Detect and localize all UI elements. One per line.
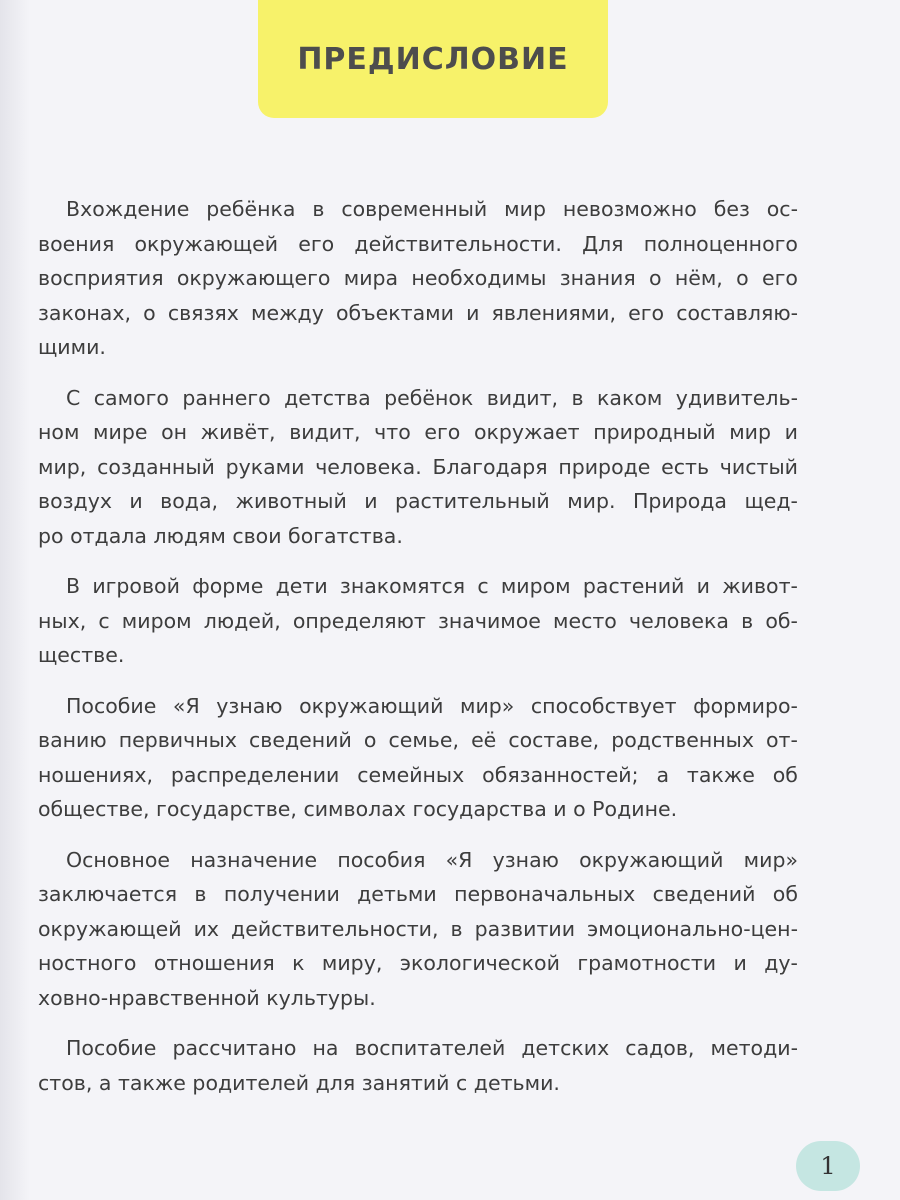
paragraph-line: Пособие «Я узнаю окружающий мир» способствует формиро- bbox=[66, 693, 798, 718]
paragraph-line: Основное назначение пособия «Я узнаю окружающий мир» bbox=[66, 847, 798, 872]
paragraph-line: стов, а также родителей для занятий с детьми. bbox=[38, 1070, 560, 1095]
page-number: 1 bbox=[820, 1152, 836, 1180]
paragraph-line: ношениях, распределении семейных обязанностей; а также об bbox=[38, 762, 798, 787]
paragraph-line: обществе, государстве, символах государства и о Родине. bbox=[38, 797, 678, 821]
paragraph-line: Вхождение ребёнка в современный мир невозможно без ос- bbox=[66, 197, 798, 221]
paragraph-line: ном мире он живёт, видит, что его окружает природный мир и bbox=[38, 420, 798, 444]
paragraph bbox=[38, 1031, 798, 1100]
paragraph-line: мир, созданный руками человека. Благодаря природе есть чистый bbox=[38, 454, 798, 479]
paragraph-line: ществе. bbox=[38, 643, 125, 667]
paragraph bbox=[38, 192, 798, 365]
paragraph-line: ванию первичных сведений о семье, её составе, родственных от- bbox=[38, 728, 798, 752]
paragraph bbox=[38, 843, 798, 1016]
page-number-badge bbox=[796, 1141, 860, 1191]
body-text bbox=[38, 192, 798, 1116]
paragraph-line: С самого раннего детства ребёнок видит, в каком удивитель- bbox=[66, 385, 798, 410]
paragraph-line: ховно-нравственной культуры. bbox=[38, 985, 376, 1010]
paragraph-line: законах, о связях между объектами и явлениями, его составляю- bbox=[38, 300, 798, 325]
paragraph-line: ностного отношения к миру, экологической грамотности и ду- bbox=[38, 951, 798, 975]
paragraph bbox=[38, 381, 798, 554]
paragraph-line: окружающей их действительности, в развитии эмоционально-цен- bbox=[38, 916, 798, 941]
paragraph-line: воздух и вода, животный и растительный мир. Природа щед- bbox=[38, 489, 798, 513]
paragraph-line: восприятия окружающего мира необходимы знания о нём, о его bbox=[38, 266, 798, 290]
paragraph-line: В игровой форме дети знакомятся с миром растений и живот- bbox=[66, 574, 798, 598]
paragraph bbox=[38, 689, 798, 827]
paragraph-line: щими. bbox=[38, 335, 106, 359]
paragraph-line: ро отдала людям свои богатства. bbox=[38, 523, 403, 548]
paragraph-line: воения окружающей его действительности. Для полноценного bbox=[38, 231, 798, 256]
paragraph-line: Пособие рассчитано на воспитателей детских садов, методи- bbox=[66, 1036, 798, 1060]
paragraph-line: ных, с миром людей, определяют значимое место человека в об- bbox=[38, 608, 798, 633]
paragraph bbox=[38, 569, 798, 673]
paragraph-line: заключается в получении детьми первоначальных сведений об bbox=[38, 882, 798, 906]
page-title: ПРЕДИСЛОВИЕ bbox=[297, 41, 569, 77]
title-banner bbox=[258, 0, 608, 118]
page-spine-shadow bbox=[0, 0, 30, 1200]
